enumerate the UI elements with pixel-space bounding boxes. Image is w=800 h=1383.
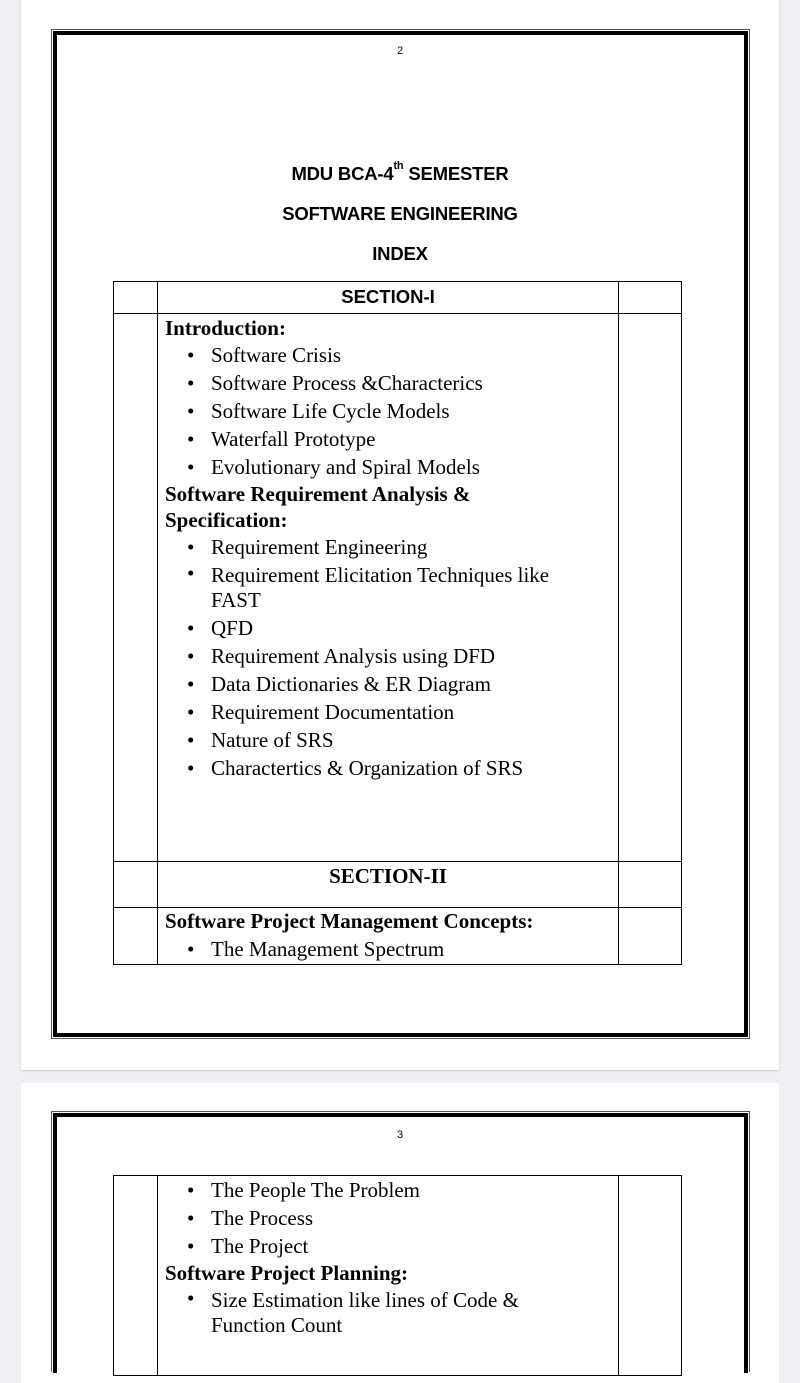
section-heading: SECTION-II [329, 864, 447, 888]
list-item: • Waterfall Prototype [165, 425, 618, 453]
topic-list [165, 1176, 618, 1260]
topic-list [165, 935, 618, 963]
list-item: • Evolutionary and Spiral Models [165, 453, 618, 481]
topic-heading: Introduction: [165, 316, 286, 340]
topic-list [165, 533, 618, 782]
list-item [165, 561, 618, 614]
page-number: 2 [396, 45, 404, 57]
topic-heading-cont: Specification: [165, 508, 288, 532]
title-semester [0, 160, 800, 185]
title-semester-suffix: SEMESTER [403, 163, 509, 184]
index-table [113, 281, 682, 965]
table-cell-topics [158, 908, 619, 965]
list-item-line: Function Count [211, 1313, 343, 1337]
list-item: • Requirement Analysis using DFD [165, 642, 618, 670]
title-semester-sup: th [393, 160, 404, 172]
list-item: • Software Crisis [165, 341, 618, 369]
table-row-section1-content [114, 314, 682, 862]
list-item: • Software Life Cycle Models [165, 397, 618, 425]
title-semester-prefix: MDU BCA-4 [291, 163, 394, 184]
table-cell-section2 [158, 862, 619, 908]
list-item [165, 1286, 618, 1339]
list-item-line: FAST [211, 588, 261, 612]
list-item: • The Project [165, 1232, 618, 1260]
table-row-section2-content [114, 908, 682, 965]
table-cell-empty [619, 908, 682, 965]
table-row-section2-header [114, 862, 682, 908]
table-cell-empty [114, 1176, 158, 1376]
list-item: • The Management Spectrum [165, 935, 618, 963]
table-cell-topics [158, 314, 619, 862]
table-row-section1-header [114, 282, 682, 314]
list-item: • Requirement Documentation [165, 698, 618, 726]
table-cell-empty [114, 908, 158, 965]
list-item: • Charactertics & Organization of SRS [165, 754, 618, 782]
list-item-line: Requirement Elicitation Techniques like [211, 563, 550, 587]
table-cell-empty [619, 862, 682, 908]
topic-list [165, 341, 618, 481]
list-item: • Software Process &Characterics [165, 369, 618, 397]
table-cell-empty [114, 862, 158, 908]
title-subject: SOFTWARE ENGINEERING [282, 203, 518, 224]
list-item: • The People The Problem [165, 1176, 618, 1204]
table-cell-section1 [158, 282, 619, 314]
topic-list [165, 1286, 618, 1339]
list-item-line: Size Estimation like lines of Code & [211, 1288, 519, 1312]
table-cell-empty [619, 282, 682, 314]
topic-heading: Software Requirement Analysis & [165, 482, 471, 506]
list-item: • The Process [165, 1204, 618, 1232]
list-item: • QFD [165, 614, 618, 642]
table-row-section2-content-cont [114, 1176, 682, 1376]
list-item: • Data Dictionaries & ER Diagram [165, 670, 618, 698]
table-cell-empty [619, 314, 682, 862]
topic-heading: Software Project Management Concepts: [165, 909, 534, 933]
page-number: 3 [396, 1129, 404, 1141]
table-cell-empty [114, 314, 158, 862]
table-cell-empty [619, 1176, 682, 1376]
index-table [113, 1175, 682, 1376]
table-cell-empty [114, 282, 158, 314]
title-index: INDEX [372, 243, 428, 264]
table-cell-topics [158, 1176, 619, 1376]
topic-heading: Software Project Planning: [165, 1261, 409, 1285]
list-item: • Requirement Engineering [165, 533, 618, 561]
section-heading: SECTION-I [341, 286, 435, 307]
list-item: • Nature of SRS [165, 726, 618, 754]
